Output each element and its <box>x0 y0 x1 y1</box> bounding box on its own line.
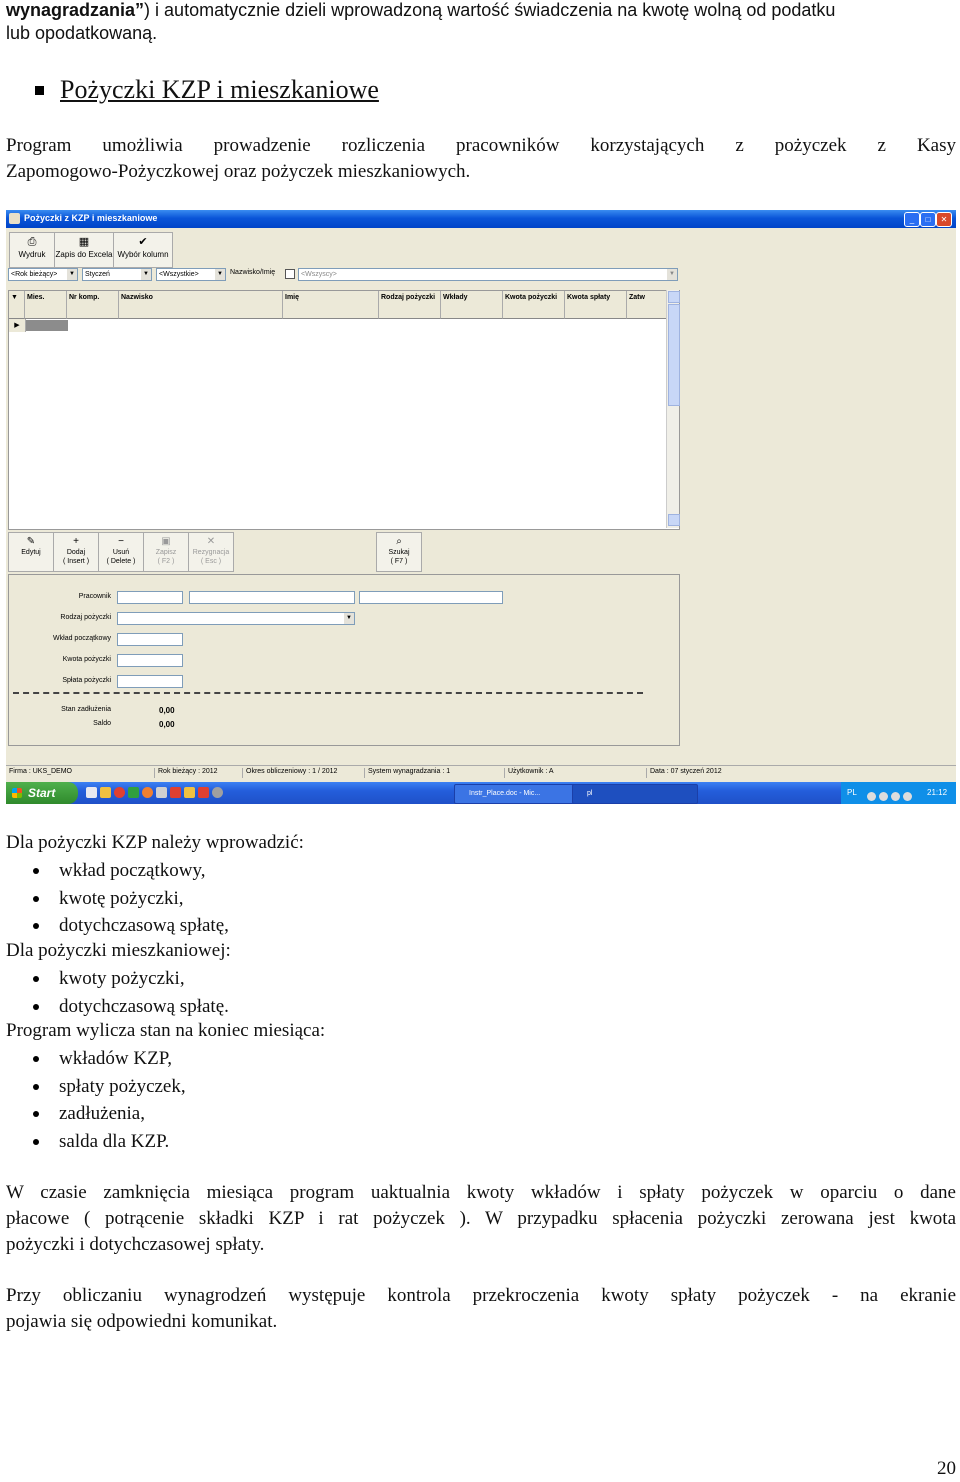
checkmark-icon: ✔ <box>138 236 148 248</box>
paragraph-control-line-1: Przy obliczaniu wynagrodzeń występuje kontrola przekroczenia kwoty spłaty pożyczek - na ekranie <box>6 1285 956 1306</box>
app-icon <box>9 213 20 224</box>
quick-launch-icon[interactable] <box>156 787 167 798</box>
system-tray <box>841 782 956 804</box>
quick-launch-icon[interactable] <box>184 787 195 798</box>
maximize-icon[interactable]: □ <box>920 212 936 227</box>
column-header-approved[interactable]: Zatw <box>627 291 669 319</box>
taskbar-item-pl[interactable]: pl <box>572 784 698 804</box>
clock: 21:12 <box>927 788 948 797</box>
minimize-icon[interactable]: _ <box>904 212 920 227</box>
list-item: kwoty pożyczki, <box>6 965 229 993</box>
cancel-button[interactable]: ✕ Rezygnacja ( Esc ) <box>188 532 234 572</box>
paragraph-intro-line-2: Zapomogowo-Pożyczkowej oraz pożyczek mieszkaniowych. <box>6 161 471 182</box>
paragraph-intro-line-1: Program umożliwia prowadzenie rozliczenia pracowników korzystających z pożyczek z Kasy <box>6 135 956 156</box>
category-select[interactable]: <Wszystkie> ▼ <box>156 268 226 281</box>
language-indicator[interactable]: PL <box>847 788 857 797</box>
paragraph-month-close-line-2: płacowe ( potrącenie składki KZP i rat pożyczek ). W przypadku spłacenia pożyczki zerowana jest kwota <box>6 1208 956 1229</box>
search-button[interactable]: ⌕ Szukaj ( F7 ) <box>376 532 422 572</box>
kzp-heading: Dla pożyczki KZP należy wprowadzić: <box>6 832 304 853</box>
employee-surname-field[interactable] <box>189 591 355 604</box>
loan-type-label: Rodzaj pożyczki <box>60 614 111 621</box>
status-year: Rok bieżący : 2012 <box>154 768 218 778</box>
calculation-list <box>6 1045 186 1155</box>
column-header-month[interactable]: Mies. <box>25 291 67 319</box>
saldo-label: Saldo <box>93 720 111 727</box>
quick-launch-icon[interactable] <box>100 787 111 798</box>
quick-launch-icons[interactable] <box>86 787 446 799</box>
square-bullet-icon <box>35 86 44 95</box>
excel-export-button[interactable]: ▦ Zapis do Excela <box>54 232 114 268</box>
loan-amount-label: Kwota pożyczki <box>62 656 111 663</box>
status-bar <box>6 765 956 780</box>
scroll-up-icon[interactable] <box>668 291 680 303</box>
delete-button[interactable]: − Usuń ( Delete ) <box>98 532 144 572</box>
year-select[interactable]: <Rok bieżący> ▼ <box>8 268 78 281</box>
name-filter-label: Nazwisko/Imię <box>230 269 276 276</box>
windows-taskbar <box>6 782 956 804</box>
status-company: Firma : UKS_DEMO <box>9 768 73 775</box>
tray-icon[interactable] <box>891 792 900 801</box>
chevron-down-icon: ▼ <box>141 269 151 280</box>
row-pointer-icon: ▶ <box>9 319 26 332</box>
name-filter-checkbox[interactable] <box>285 269 295 279</box>
windows-logo-icon <box>12 788 22 798</box>
taskbar-item-word[interactable]: Instr_Place.doc - Mic... <box>454 784 578 804</box>
employee-firstname-field[interactable] <box>359 591 503 604</box>
selected-cell[interactable] <box>26 320 68 331</box>
tray-icons[interactable] <box>867 788 915 798</box>
scroll-thumb[interactable] <box>668 304 680 406</box>
delete-icon: − <box>118 536 124 547</box>
quick-launch-icon[interactable] <box>212 787 223 798</box>
list-item: wkładów KZP, <box>6 1045 186 1073</box>
print-button[interactable]: ⎙ Wydruk <box>9 232 55 268</box>
quick-launch-icon[interactable] <box>128 787 139 798</box>
repayment-field[interactable] <box>117 675 183 688</box>
column-header-firstname[interactable]: Imię <box>283 291 379 319</box>
excel-icon: ▦ <box>78 236 90 248</box>
debt-balance-label: Stan zadłużenia <box>61 706 111 713</box>
paragraph-month-close-line-3: pożyczki i dotychczasowej spłaty. <box>6 1234 265 1255</box>
list-item: wkład początkowy, <box>6 857 229 885</box>
search-icon: ⌕ <box>396 536 402 547</box>
employee-number-field[interactable] <box>117 591 183 604</box>
list-item: zadłużenia, <box>6 1100 186 1128</box>
list-item: dotychczasową spłatę, <box>6 912 229 940</box>
people-select[interactable]: <Wszyscy> ▼ <box>298 268 678 281</box>
list-item: dotychczasową spłatę. <box>6 993 229 1021</box>
chevron-down-icon: ▼ <box>344 613 354 624</box>
list-item: kwotę pożyczki, <box>6 885 229 913</box>
column-header-contributions[interactable]: Wkłady <box>441 291 503 319</box>
employee-label: Pracownik <box>78 593 111 600</box>
loan-amount-field[interactable] <box>117 654 183 667</box>
printer-icon: ⎙ <box>27 236 37 248</box>
intro-line-1: wynagradzania”) i automatycznie dzieli wprowadzoną wartość świadczenia na kwotę wolną od podatku <box>6 0 836 20</box>
save-icon: ▣ <box>161 536 171 547</box>
column-header-loan-type[interactable]: Rodzaj pożyczki <box>379 291 441 319</box>
chevron-down-icon: ▼ <box>215 269 225 280</box>
page-number: 20 <box>937 1458 956 1479</box>
kzp-list <box>6 857 229 940</box>
section-title: Pożyczki KZP i mieszkaniowe <box>60 75 379 104</box>
edit-button[interactable]: ✎ Edytuj <box>8 532 54 572</box>
loans-table[interactable] <box>8 290 680 530</box>
status-date: Data : 07 styczeń 2012 <box>646 768 722 778</box>
status-system: System wynagradzania : 1 <box>364 768 450 778</box>
quick-launch-icon[interactable] <box>142 787 153 798</box>
initial-contribution-label: Wkład początkowy <box>53 635 111 642</box>
calculation-heading: Program wylicza stan na koniec miesiąca: <box>6 1020 326 1041</box>
divider <box>13 692 643 694</box>
quick-launch-icon[interactable] <box>198 787 209 798</box>
table-corner: ▼ <box>9 291 25 319</box>
scroll-down-icon[interactable] <box>668 514 680 526</box>
tray-icon[interactable] <box>879 792 888 801</box>
edit-icon: ✎ <box>26 536 36 547</box>
add-button[interactable]: + Dodaj ( Insert ) <box>53 532 99 572</box>
column-header-number[interactable]: Nr komp. <box>67 291 119 319</box>
application-screenshot <box>6 210 956 804</box>
close-icon[interactable]: ✕ <box>936 212 952 227</box>
quick-launch-icon[interactable] <box>170 787 181 798</box>
column-header-loan-amount[interactable]: Kwota pożyczki <box>503 291 565 319</box>
choose-columns-button[interactable]: ✔ Wybór kolumn <box>113 232 173 268</box>
save-button[interactable]: ▣ Zapisz ( F2 ) <box>143 532 189 572</box>
housing-loan-heading: Dla pożyczki mieszkaniowej: <box>6 940 231 961</box>
window-title: Pożyczki z KZP i mieszkaniowe <box>24 213 158 223</box>
housing-loan-list <box>6 965 229 1020</box>
window-titlebar <box>6 210 956 228</box>
paragraph-control-line-2: pojawia się odpowiedni komunikat. <box>6 1311 278 1332</box>
loan-type-select[interactable] <box>117 612 355 625</box>
column-header-surname[interactable]: Nazwisko <box>119 291 283 319</box>
debt-balance-value: 0,00 <box>159 706 175 715</box>
tray-icon[interactable] <box>867 792 876 801</box>
initial-contribution-field[interactable] <box>117 633 183 646</box>
tray-icon[interactable] <box>903 792 912 801</box>
chevron-down-icon: ▼ <box>67 269 77 280</box>
quick-launch-icon[interactable] <box>114 787 125 798</box>
column-header-repayment[interactable]: Kwota spłaty <box>565 291 627 319</box>
paragraph-month-close-line-1: W czasie zamknięcia miesiąca program uaktualnia kwoty wkładów i spłaty pożyczek w oparciu o dane <box>6 1182 956 1203</box>
list-item: salda dla KZP. <box>6 1128 186 1156</box>
loan-form <box>8 574 680 746</box>
list-item: spłaty pożyczek, <box>6 1073 186 1101</box>
quick-launch-icon[interactable] <box>86 787 97 798</box>
add-icon: + <box>73 536 79 547</box>
saldo-value: 0,00 <box>159 720 175 729</box>
cancel-icon: ✕ <box>206 536 216 547</box>
table-scrollbar[interactable] <box>666 290 679 528</box>
chevron-down-icon: ▼ <box>667 269 677 280</box>
status-period: Okres obliczeniowy : 1 / 2012 <box>242 768 337 778</box>
month-select[interactable]: Styczeń ▼ <box>82 268 152 281</box>
intro-line-2: lub opodatkowaną. <box>6 23 158 43</box>
start-button[interactable]: Start <box>6 782 78 804</box>
status-user: Użytkownik : A <box>504 768 554 778</box>
repayment-label: Spłata pożyczki <box>62 677 111 684</box>
